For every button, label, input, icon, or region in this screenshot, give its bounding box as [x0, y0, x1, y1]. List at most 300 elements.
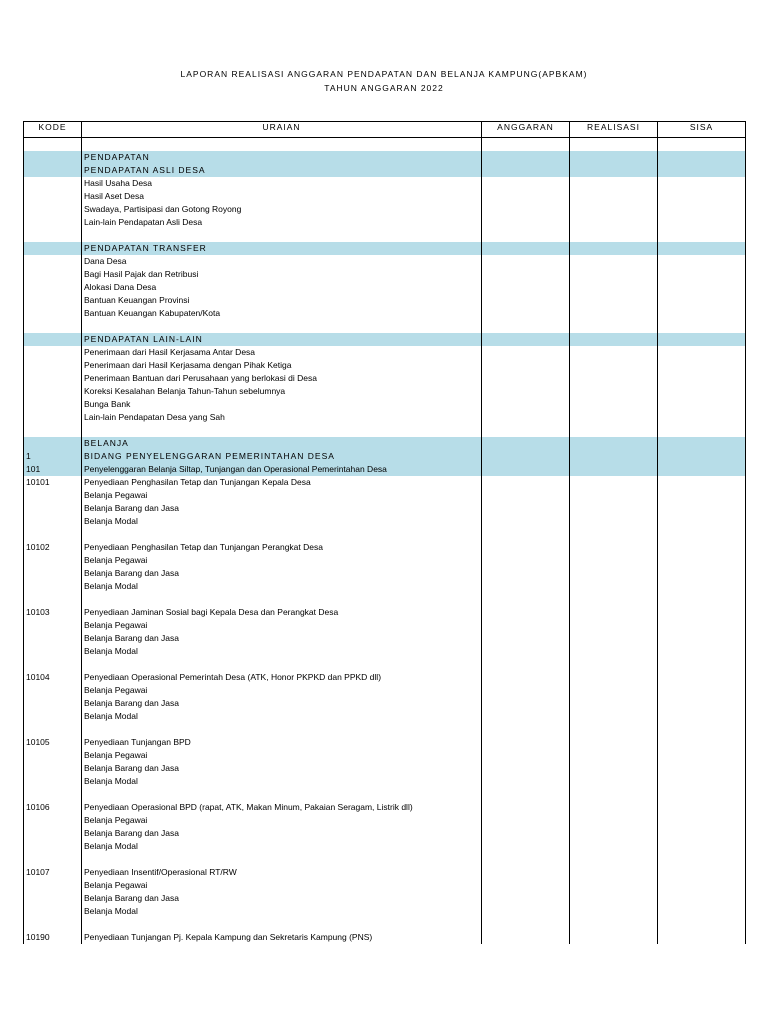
cell-uraian: [82, 528, 482, 541]
cell-realisasi: [570, 580, 658, 593]
cell-kode: 10102: [24, 541, 82, 554]
cell-realisasi: [570, 619, 658, 632]
cell-realisasi: [570, 554, 658, 567]
cell-realisasi: [570, 359, 658, 372]
cell-uraian: Koreksi Kesalahan Belanja Tahun-Tahun sebelumnya: [82, 385, 482, 398]
cell-kode: [24, 502, 82, 515]
cell-kode: [24, 723, 82, 736]
table-row: [24, 268, 746, 281]
cell-realisasi: [570, 879, 658, 892]
table-row: [24, 684, 746, 697]
cell-kode: [24, 242, 82, 255]
cell-kode: [24, 658, 82, 671]
cell-realisasi: [570, 710, 658, 723]
cell-uraian: Penyediaan Penghasilan Tetap dan Tunjangan Perangkat Desa: [82, 541, 482, 554]
cell-realisasi: [570, 190, 658, 203]
cell-uraian: [82, 424, 482, 437]
cell-uraian: Lain-lain Pendapatan Desa yang Sah: [82, 411, 482, 424]
cell-anggaran: [482, 463, 570, 476]
cell-uraian: PENDAPATAN LAIN-LAIN: [82, 333, 482, 346]
cell-realisasi: [570, 918, 658, 931]
cell-sisa: [658, 879, 746, 892]
cell-sisa: [658, 242, 746, 255]
cell-kode: [24, 424, 82, 437]
cell-anggaran: [482, 333, 570, 346]
cell-anggaran: [482, 658, 570, 671]
cell-uraian: [82, 138, 482, 152]
table-row: [24, 333, 746, 346]
cell-realisasi: [570, 385, 658, 398]
cell-anggaran: [482, 866, 570, 879]
table-row: [24, 749, 746, 762]
cell-sisa: [658, 385, 746, 398]
cell-sisa: [658, 645, 746, 658]
cell-realisasi: [570, 658, 658, 671]
cell-sisa: [658, 736, 746, 749]
cell-realisasi: [570, 788, 658, 801]
table-row: [24, 736, 746, 749]
table-row: [24, 424, 746, 437]
table-row: [24, 632, 746, 645]
cell-kode: [24, 151, 82, 164]
cell-kode: [24, 619, 82, 632]
table-row: [24, 385, 746, 398]
cell-kode: [24, 294, 82, 307]
cell-realisasi: [570, 684, 658, 697]
cell-sisa: [658, 359, 746, 372]
cell-uraian: Penyediaan Insentif/Operasional RT/RW: [82, 866, 482, 879]
cell-anggaran: [482, 437, 570, 450]
table-row: [24, 710, 746, 723]
cell-anggaran: [482, 307, 570, 320]
cell-sisa: [658, 892, 746, 905]
report-title: LAPORAN REALISASI ANGGARAN PENDAPATAN DAN BELANJA KAMPUNG(APBKAM): [180, 69, 588, 79]
cell-anggaran: [482, 645, 570, 658]
cell-sisa: [658, 762, 746, 775]
cell-sisa: [658, 307, 746, 320]
cell-sisa: [658, 827, 746, 840]
cell-realisasi: [570, 801, 658, 814]
cell-kode: [24, 593, 82, 606]
cell-kode: [24, 762, 82, 775]
cell-kode: [24, 528, 82, 541]
table-body: [24, 138, 746, 945]
cell-anggaran: [482, 190, 570, 203]
cell-realisasi: [570, 398, 658, 411]
cell-anggaran: [482, 320, 570, 333]
cell-uraian: [82, 723, 482, 736]
cell-uraian: BIDANG PENYELENGGARAN PEMERINTAHAN DESA: [82, 450, 482, 463]
cell-sisa: [658, 905, 746, 918]
cell-uraian: Belanja Barang dan Jasa: [82, 892, 482, 905]
cell-realisasi: [570, 749, 658, 762]
cell-uraian: Belanja Barang dan Jasa: [82, 762, 482, 775]
cell-sisa: [658, 190, 746, 203]
cell-anggaran: [482, 372, 570, 385]
cell-uraian: Bagi Hasil Pajak dan Retribusi: [82, 268, 482, 281]
table-row: [24, 892, 746, 905]
cell-uraian: Dana Desa: [82, 255, 482, 268]
cell-anggaran: [482, 164, 570, 177]
cell-realisasi: [570, 697, 658, 710]
cell-kode: [24, 372, 82, 385]
cell-kode: [24, 684, 82, 697]
cell-realisasi: [570, 528, 658, 541]
cell-kode: [24, 554, 82, 567]
cell-uraian: Hasil Aset Desa: [82, 190, 482, 203]
table-row: [24, 203, 746, 216]
cell-kode: [24, 580, 82, 593]
table-row: [24, 476, 746, 489]
table-row: [24, 242, 746, 255]
cell-sisa: [658, 294, 746, 307]
table-row: [24, 502, 746, 515]
cell-sisa: [658, 437, 746, 450]
cell-kode: [24, 814, 82, 827]
table-row: [24, 372, 746, 385]
table-row: [24, 580, 746, 593]
cell-kode: [24, 333, 82, 346]
table-row: [24, 320, 746, 333]
cell-sisa: [658, 372, 746, 385]
cell-uraian: Lain-lain Pendapatan Asli Desa: [82, 216, 482, 229]
cell-sisa: [658, 567, 746, 580]
cell-anggaran: [482, 515, 570, 528]
cell-uraian: Belanja Barang dan Jasa: [82, 567, 482, 580]
table-row: [24, 645, 746, 658]
cell-anggaran: [482, 762, 570, 775]
cell-sisa: [658, 580, 746, 593]
cell-sisa: [658, 541, 746, 554]
cell-kode: [24, 281, 82, 294]
cell-anggaran: [482, 749, 570, 762]
table-row: [24, 762, 746, 775]
cell-kode: [24, 697, 82, 710]
table-row: [24, 489, 746, 502]
cell-anggaran: [482, 918, 570, 931]
cell-sisa: [658, 658, 746, 671]
table-row: [24, 788, 746, 801]
cell-anggaran: [482, 814, 570, 827]
cell-uraian: Belanja Modal: [82, 905, 482, 918]
table-row: [24, 164, 746, 177]
cell-anggaran: [482, 580, 570, 593]
cell-kode: [24, 437, 82, 450]
cell-anggaran: [482, 216, 570, 229]
cell-realisasi: [570, 866, 658, 879]
cell-realisasi: [570, 320, 658, 333]
cell-sisa: [658, 463, 746, 476]
cell-anggaran: [482, 931, 570, 944]
cell-sisa: [658, 398, 746, 411]
cell-sisa: [658, 671, 746, 684]
cell-realisasi: [570, 645, 658, 658]
table-header-row: [24, 122, 746, 138]
cell-uraian: [82, 658, 482, 671]
table-row: [24, 515, 746, 528]
table-row: [24, 814, 746, 827]
cell-anggaran: [482, 827, 570, 840]
table-row: [24, 840, 746, 853]
cell-sisa: [658, 918, 746, 931]
cell-uraian: Penyediaan Operasional BPD (rapat, ATK, Makan Minum, Pakaian Seragam, Listrik dll): [82, 801, 482, 814]
cell-uraian: [82, 788, 482, 801]
column-header-uraian: URAIAN: [82, 122, 482, 138]
cell-kode: [24, 164, 82, 177]
cell-anggaran: [482, 489, 570, 502]
cell-realisasi: [570, 450, 658, 463]
cell-realisasi: [570, 632, 658, 645]
cell-realisasi: [570, 606, 658, 619]
cell-uraian: Alokasi Dana Desa: [82, 281, 482, 294]
cell-uraian: Penyediaan Tunjangan Pj. Kepala Kampung dan Sekretaris Kampung (PNS): [82, 931, 482, 944]
cell-kode: [24, 385, 82, 398]
cell-kode: [24, 190, 82, 203]
cell-uraian: Belanja Modal: [82, 515, 482, 528]
cell-kode: 10190: [24, 931, 82, 944]
table-row: [24, 567, 746, 580]
cell-uraian: [82, 918, 482, 931]
cell-uraian: BELANJA: [82, 437, 482, 450]
cell-realisasi: [570, 437, 658, 450]
cell-realisasi: [570, 333, 658, 346]
cell-uraian: Belanja Pegawai: [82, 489, 482, 502]
cell-uraian: Belanja Barang dan Jasa: [82, 697, 482, 710]
cell-anggaran: [482, 359, 570, 372]
cell-kode: 10105: [24, 736, 82, 749]
cell-anggaran: [482, 671, 570, 684]
cell-anggaran: [482, 723, 570, 736]
cell-uraian: Belanja Pegawai: [82, 749, 482, 762]
cell-kode: [24, 749, 82, 762]
cell-realisasi: [570, 515, 658, 528]
cell-uraian: Penerimaan dari Hasil Kerjasama Antar Desa: [82, 346, 482, 359]
cell-realisasi: [570, 502, 658, 515]
cell-anggaran: [482, 411, 570, 424]
cell-kode: 10101: [24, 476, 82, 489]
cell-uraian: PENDAPATAN ASLI DESA: [82, 164, 482, 177]
cell-sisa: [658, 476, 746, 489]
table-row: [24, 931, 746, 944]
cell-kode: 101: [24, 463, 82, 476]
table-row: [24, 463, 746, 476]
cell-anggaran: [482, 528, 570, 541]
cell-uraian: Belanja Barang dan Jasa: [82, 827, 482, 840]
table-row: [24, 658, 746, 671]
cell-anggaran: [482, 268, 570, 281]
cell-uraian: [82, 229, 482, 242]
table-row: [24, 359, 746, 372]
table-row: [24, 138, 746, 152]
cell-uraian: Belanja Pegawai: [82, 814, 482, 827]
cell-sisa: [658, 424, 746, 437]
cell-anggaran: [482, 619, 570, 632]
cell-uraian: Belanja Pegawai: [82, 684, 482, 697]
cell-anggaran: [482, 229, 570, 242]
column-header-sisa: SISA: [658, 122, 746, 138]
cell-uraian: Penyediaan Tunjangan BPD: [82, 736, 482, 749]
table-row: [24, 775, 746, 788]
cell-realisasi: [570, 671, 658, 684]
table-row: [24, 723, 746, 736]
cell-sisa: [658, 203, 746, 216]
table-row: [24, 151, 746, 164]
cell-anggaran: [482, 697, 570, 710]
table-row: [24, 827, 746, 840]
cell-realisasi: [570, 424, 658, 437]
cell-realisasi: [570, 242, 658, 255]
cell-realisasi: [570, 203, 658, 216]
column-header-kode: KODE: [24, 122, 82, 138]
cell-kode: [24, 567, 82, 580]
cell-realisasi: [570, 489, 658, 502]
cell-anggaran: [482, 593, 570, 606]
table-row: [24, 801, 746, 814]
cell-anggaran: [482, 255, 570, 268]
cell-uraian: Belanja Barang dan Jasa: [82, 632, 482, 645]
table-row: [24, 294, 746, 307]
cell-uraian: Belanja Pegawai: [82, 554, 482, 567]
table-row: [24, 190, 746, 203]
cell-sisa: [658, 723, 746, 736]
cell-anggaran: [482, 242, 570, 255]
cell-anggaran: [482, 177, 570, 190]
column-header-anggaran: ANGGARAN: [482, 122, 570, 138]
cell-anggaran: [482, 151, 570, 164]
cell-anggaran: [482, 905, 570, 918]
cell-sisa: [658, 502, 746, 515]
cell-realisasi: [570, 177, 658, 190]
cell-realisasi: [570, 346, 658, 359]
cell-sisa: [658, 554, 746, 567]
cell-sisa: [658, 931, 746, 944]
table-row: [24, 216, 746, 229]
cell-realisasi: [570, 892, 658, 905]
table-row: [24, 593, 746, 606]
cell-anggaran: [482, 775, 570, 788]
cell-kode: [24, 359, 82, 372]
table-row: [24, 255, 746, 268]
cell-uraian: Bunga Bank: [82, 398, 482, 411]
cell-uraian: Penyediaan Jaminan Sosial bagi Kepala Desa dan Perangkat Desa: [82, 606, 482, 619]
cell-sisa: [658, 138, 746, 152]
cell-sisa: [658, 346, 746, 359]
cell-anggaran: [482, 567, 570, 580]
cell-sisa: [658, 411, 746, 424]
table-row: [24, 606, 746, 619]
cell-anggaran: [482, 541, 570, 554]
cell-realisasi: [570, 593, 658, 606]
cell-anggaran: [482, 632, 570, 645]
cell-realisasi: [570, 138, 658, 152]
table-row: [24, 346, 746, 359]
cell-anggaran: [482, 281, 570, 294]
cell-kode: 10103: [24, 606, 82, 619]
cell-realisasi: [570, 411, 658, 424]
cell-uraian: Belanja Modal: [82, 580, 482, 593]
cell-kode: [24, 788, 82, 801]
cell-anggaran: [482, 346, 570, 359]
cell-sisa: [658, 619, 746, 632]
cell-uraian: [82, 320, 482, 333]
cell-uraian: PENDAPATAN TRANSFER: [82, 242, 482, 255]
cell-anggaran: [482, 736, 570, 749]
cell-kode: [24, 216, 82, 229]
cell-realisasi: [570, 164, 658, 177]
cell-kode: [24, 905, 82, 918]
cell-kode: [24, 255, 82, 268]
cell-sisa: [658, 801, 746, 814]
cell-sisa: [658, 151, 746, 164]
cell-kode: [24, 398, 82, 411]
cell-uraian: [82, 853, 482, 866]
cell-uraian: Belanja Barang dan Jasa: [82, 502, 482, 515]
table-row: [24, 879, 746, 892]
cell-kode: [24, 710, 82, 723]
cell-realisasi: [570, 216, 658, 229]
cell-kode: 10104: [24, 671, 82, 684]
cell-realisasi: [570, 723, 658, 736]
cell-sisa: [658, 489, 746, 502]
cell-sisa: [658, 866, 746, 879]
cell-kode: [24, 411, 82, 424]
cell-kode: [24, 203, 82, 216]
table-row: [24, 450, 746, 463]
cell-sisa: [658, 528, 746, 541]
cell-uraian: [82, 593, 482, 606]
cell-kode: [24, 840, 82, 853]
table-row: [24, 554, 746, 567]
table-row: [24, 229, 746, 242]
cell-anggaran: [482, 710, 570, 723]
cell-kode: 10107: [24, 866, 82, 879]
table-row: [24, 528, 746, 541]
cell-sisa: [658, 164, 746, 177]
cell-sisa: [658, 216, 746, 229]
cell-anggaran: [482, 892, 570, 905]
cell-sisa: [658, 281, 746, 294]
cell-anggaran: [482, 879, 570, 892]
cell-kode: [24, 853, 82, 866]
cell-realisasi: [570, 853, 658, 866]
cell-realisasi: [570, 775, 658, 788]
cell-uraian: Belanja Modal: [82, 775, 482, 788]
cell-anggaran: [482, 450, 570, 463]
cell-sisa: [658, 268, 746, 281]
cell-kode: [24, 515, 82, 528]
cell-uraian: Bantuan Keuangan Provinsi: [82, 294, 482, 307]
cell-kode: [24, 918, 82, 931]
table-row: [24, 853, 746, 866]
cell-uraian: Swadaya, Partisipasi dan Gotong Royong: [82, 203, 482, 216]
cell-sisa: [658, 853, 746, 866]
table-row: [24, 541, 746, 554]
cell-uraian: Penyediaan Penghasilan Tetap dan Tunjangan Kepala Desa: [82, 476, 482, 489]
cell-anggaran: [482, 554, 570, 567]
cell-realisasi: [570, 736, 658, 749]
cell-anggaran: [482, 294, 570, 307]
table-row: [24, 307, 746, 320]
cell-anggaran: [482, 840, 570, 853]
cell-kode: [24, 892, 82, 905]
cell-uraian: Penerimaan Bantuan dari Perusahaan yang berlokasi di Desa: [82, 372, 482, 385]
cell-sisa: [658, 593, 746, 606]
cell-realisasi: [570, 840, 658, 853]
cell-uraian: Penerimaan dari Hasil Kerjasama dengan Pihak Ketiga: [82, 359, 482, 372]
cell-uraian: Penyediaan Operasional Pemerintah Desa (ATK, Honor PKPKD dan PPKD dll): [82, 671, 482, 684]
cell-uraian: Belanja Modal: [82, 710, 482, 723]
cell-uraian: Bantuan Keuangan Kabupaten/Kota: [82, 307, 482, 320]
